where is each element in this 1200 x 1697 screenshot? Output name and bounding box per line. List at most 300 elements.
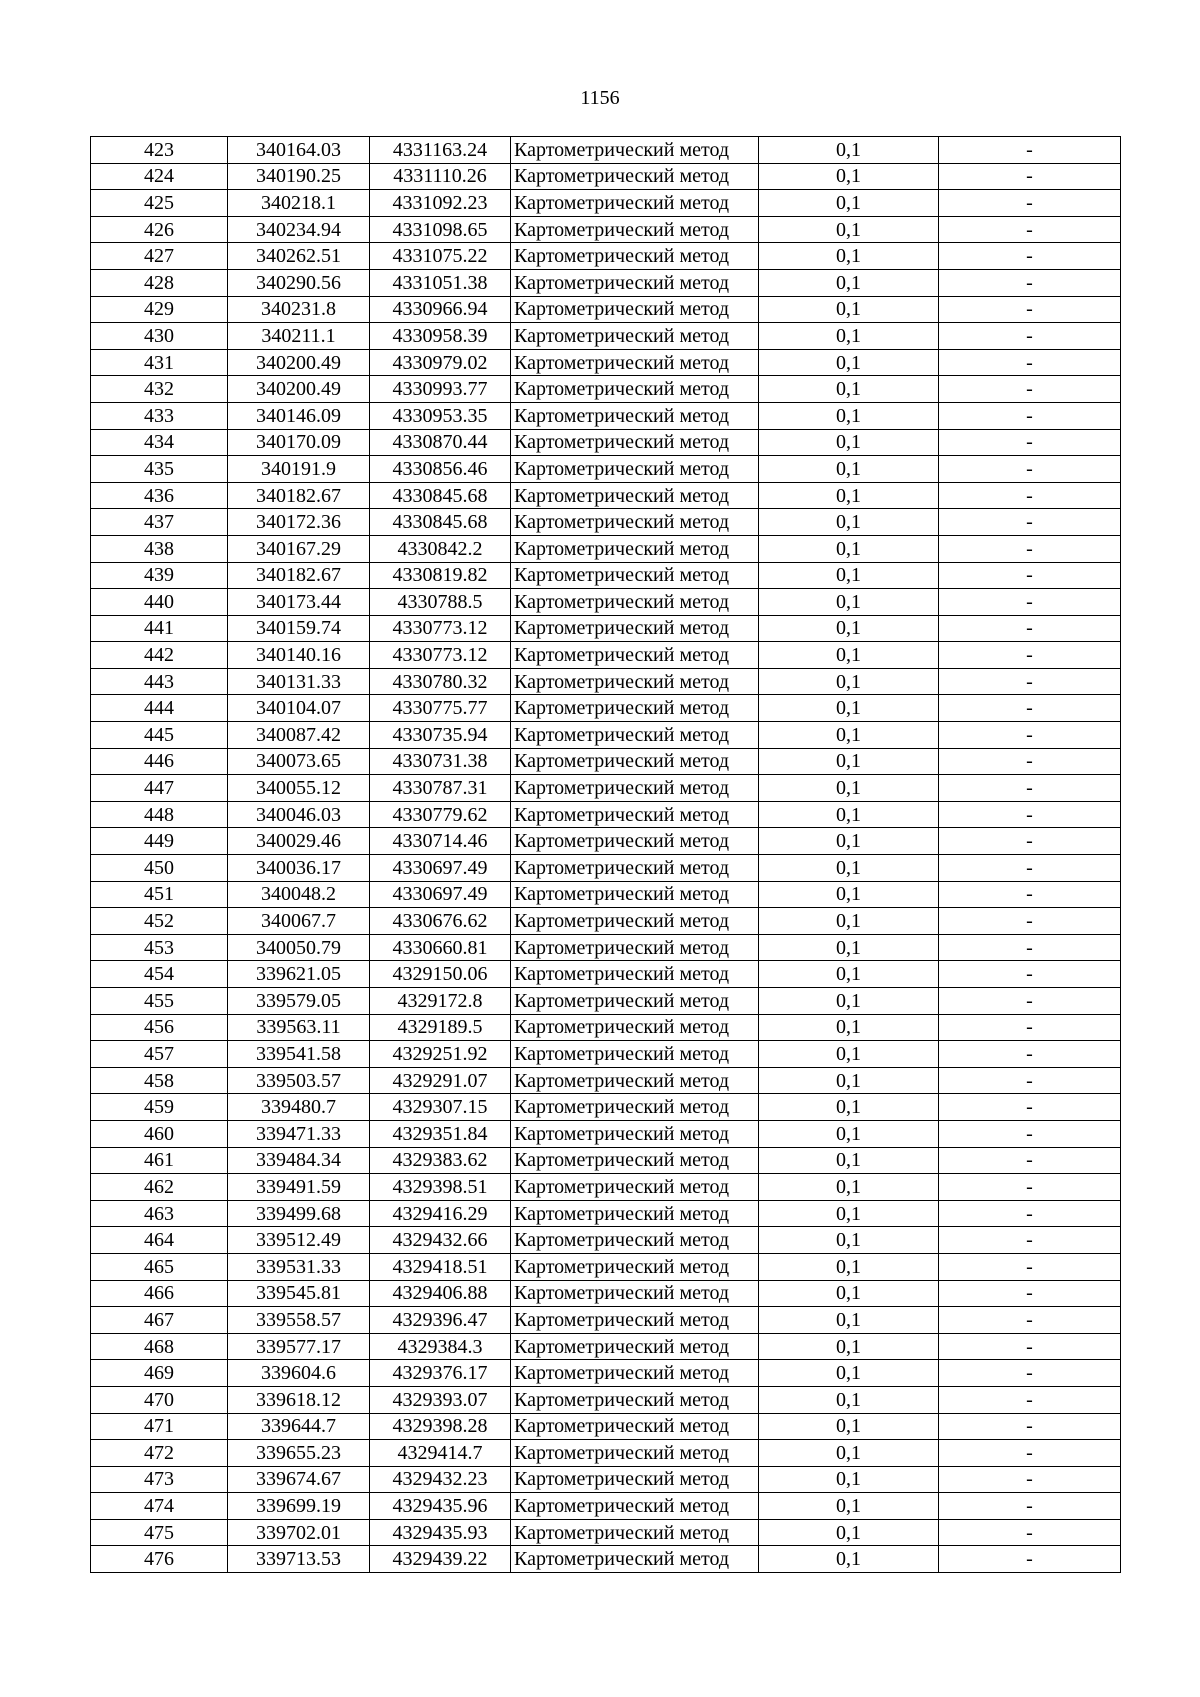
accuracy-cell: 0,1 [759, 1386, 939, 1413]
note-cell: - [939, 216, 1121, 243]
accuracy-cell: 0,1 [759, 855, 939, 882]
method-cell: Картометрический метод [511, 642, 759, 669]
method-cell: Картометрический метод [511, 323, 759, 350]
note-cell: - [939, 1440, 1121, 1467]
accuracy-cell: 0,1 [759, 668, 939, 695]
point-number-cell: 452 [91, 908, 228, 935]
note-cell: - [939, 190, 1121, 217]
x-coordinate-cell: 340036.17 [228, 855, 370, 882]
table-row [91, 695, 1121, 722]
table-row [91, 828, 1121, 855]
accuracy-cell: 0,1 [759, 1067, 939, 1094]
note-cell: - [939, 1493, 1121, 1520]
table-row [91, 1120, 1121, 1147]
method-cell: Картометрический метод [511, 1094, 759, 1121]
x-coordinate-cell: 340190.25 [228, 163, 370, 190]
table-row [91, 1466, 1121, 1493]
x-coordinate-cell: 340159.74 [228, 615, 370, 642]
point-number-cell: 460 [91, 1120, 228, 1147]
note-cell: - [939, 349, 1121, 376]
accuracy-cell: 0,1 [759, 190, 939, 217]
note-cell: - [939, 881, 1121, 908]
y-coordinate-cell: 4329307.15 [370, 1094, 511, 1121]
table-row [91, 509, 1121, 536]
y-coordinate-cell: 4329383.62 [370, 1147, 511, 1174]
accuracy-cell: 0,1 [759, 1014, 939, 1041]
x-coordinate-cell: 339699.19 [228, 1493, 370, 1520]
table-row [91, 296, 1121, 323]
accuracy-cell: 0,1 [759, 1519, 939, 1546]
x-coordinate-cell: 339713.53 [228, 1546, 370, 1573]
accuracy-cell: 0,1 [759, 589, 939, 616]
table-row [91, 1200, 1121, 1227]
table-row [91, 456, 1121, 483]
x-coordinate-cell: 339621.05 [228, 961, 370, 988]
note-cell: - [939, 1333, 1121, 1360]
y-coordinate-cell: 4330993.77 [370, 376, 511, 403]
accuracy-cell: 0,1 [759, 296, 939, 323]
note-cell: - [939, 1067, 1121, 1094]
method-cell: Картометрический метод [511, 668, 759, 695]
method-cell: Картометрический метод [511, 1253, 759, 1280]
point-number-cell: 454 [91, 961, 228, 988]
accuracy-cell: 0,1 [759, 376, 939, 403]
method-cell: Картометрический метод [511, 429, 759, 456]
table-row [91, 855, 1121, 882]
accuracy-cell: 0,1 [759, 1253, 939, 1280]
note-cell: - [939, 1147, 1121, 1174]
y-coordinate-cell: 4330966.94 [370, 296, 511, 323]
table-row [91, 722, 1121, 749]
x-coordinate-cell: 340146.09 [228, 402, 370, 429]
x-coordinate-cell: 339541.58 [228, 1041, 370, 1068]
point-number-cell: 474 [91, 1493, 228, 1520]
method-cell: Картометрический метод [511, 748, 759, 775]
table-row [91, 1041, 1121, 1068]
note-cell: - [939, 1041, 1121, 1068]
table-row [91, 615, 1121, 642]
x-coordinate-cell: 340191.9 [228, 456, 370, 483]
accuracy-cell: 0,1 [759, 801, 939, 828]
x-coordinate-cell: 340050.79 [228, 934, 370, 961]
accuracy-cell: 0,1 [759, 1493, 939, 1520]
note-cell: - [939, 1227, 1121, 1254]
point-number-cell: 459 [91, 1094, 228, 1121]
point-number-cell: 429 [91, 296, 228, 323]
accuracy-cell: 0,1 [759, 269, 939, 296]
accuracy-cell: 0,1 [759, 429, 939, 456]
x-coordinate-cell: 340173.44 [228, 589, 370, 616]
accuracy-cell: 0,1 [759, 349, 939, 376]
note-cell: - [939, 1120, 1121, 1147]
x-coordinate-cell: 339702.01 [228, 1519, 370, 1546]
x-coordinate-cell: 339545.81 [228, 1280, 370, 1307]
x-coordinate-cell: 339512.49 [228, 1227, 370, 1254]
method-cell: Картометрический метод [511, 988, 759, 1015]
point-number-cell: 438 [91, 535, 228, 562]
y-coordinate-cell: 4329435.93 [370, 1519, 511, 1546]
y-coordinate-cell: 4330819.82 [370, 562, 511, 589]
x-coordinate-cell: 340164.03 [228, 137, 370, 164]
y-coordinate-cell: 4330697.49 [370, 855, 511, 882]
x-coordinate-cell: 339484.34 [228, 1147, 370, 1174]
method-cell: Картометрический метод [511, 376, 759, 403]
x-coordinate-cell: 340231.8 [228, 296, 370, 323]
accuracy-cell: 0,1 [759, 695, 939, 722]
point-number-cell: 423 [91, 137, 228, 164]
method-cell: Картометрический метод [511, 615, 759, 642]
accuracy-cell: 0,1 [759, 881, 939, 908]
y-coordinate-cell: 4330773.12 [370, 642, 511, 669]
method-cell: Картометрический метод [511, 535, 759, 562]
point-number-cell: 473 [91, 1466, 228, 1493]
point-number-cell: 463 [91, 1200, 228, 1227]
method-cell: Картометрический метод [511, 855, 759, 882]
table-row [91, 562, 1121, 589]
table-row [91, 961, 1121, 988]
method-cell: Картометрический метод [511, 934, 759, 961]
note-cell: - [939, 1386, 1121, 1413]
y-coordinate-cell: 4330660.81 [370, 934, 511, 961]
note-cell: - [939, 934, 1121, 961]
y-coordinate-cell: 4330979.02 [370, 349, 511, 376]
note-cell: - [939, 1546, 1121, 1573]
accuracy-cell: 0,1 [759, 1200, 939, 1227]
point-number-cell: 434 [91, 429, 228, 456]
point-number-cell: 448 [91, 801, 228, 828]
note-cell: - [939, 775, 1121, 802]
y-coordinate-cell: 4330788.5 [370, 589, 511, 616]
table-row [91, 163, 1121, 190]
x-coordinate-cell: 340167.29 [228, 535, 370, 562]
table-row [91, 269, 1121, 296]
point-number-cell: 461 [91, 1147, 228, 1174]
y-coordinate-cell: 4329351.84 [370, 1120, 511, 1147]
note-cell: - [939, 668, 1121, 695]
point-number-cell: 462 [91, 1174, 228, 1201]
note-cell: - [939, 1174, 1121, 1201]
y-coordinate-cell: 4330780.32 [370, 668, 511, 695]
table-row [91, 535, 1121, 562]
point-number-cell: 447 [91, 775, 228, 802]
x-coordinate-cell: 340087.42 [228, 722, 370, 749]
point-number-cell: 465 [91, 1253, 228, 1280]
x-coordinate-cell: 339480.7 [228, 1094, 370, 1121]
note-cell: - [939, 748, 1121, 775]
point-number-cell: 470 [91, 1386, 228, 1413]
table-row [91, 908, 1121, 935]
y-coordinate-cell: 4329398.28 [370, 1413, 511, 1440]
accuracy-cell: 0,1 [759, 1546, 939, 1573]
method-cell: Картометрический метод [511, 1307, 759, 1334]
table-row [91, 190, 1121, 217]
point-number-cell: 453 [91, 934, 228, 961]
table-row [91, 1519, 1121, 1546]
method-cell: Картометрический метод [511, 1466, 759, 1493]
x-coordinate-cell: 339491.59 [228, 1174, 370, 1201]
method-cell: Картометрический метод [511, 562, 759, 589]
point-number-cell: 451 [91, 881, 228, 908]
x-coordinate-cell: 339577.17 [228, 1333, 370, 1360]
accuracy-cell: 0,1 [759, 1041, 939, 1068]
accuracy-cell: 0,1 [759, 1280, 939, 1307]
accuracy-cell: 0,1 [759, 748, 939, 775]
point-number-cell: 435 [91, 456, 228, 483]
point-number-cell: 471 [91, 1413, 228, 1440]
y-coordinate-cell: 4329393.07 [370, 1386, 511, 1413]
x-coordinate-cell: 339563.11 [228, 1014, 370, 1041]
table-row [91, 801, 1121, 828]
note-cell: - [939, 402, 1121, 429]
x-coordinate-cell: 339674.67 [228, 1466, 370, 1493]
accuracy-cell: 0,1 [759, 243, 939, 270]
x-coordinate-cell: 340211.1 [228, 323, 370, 350]
coordinates-table [90, 136, 1121, 1573]
y-coordinate-cell: 4329414.7 [370, 1440, 511, 1467]
method-cell: Картометрический метод [511, 349, 759, 376]
x-coordinate-cell: 340067.7 [228, 908, 370, 935]
method-cell: Картометрический метод [511, 908, 759, 935]
method-cell: Картометрический метод [511, 1440, 759, 1467]
y-coordinate-cell: 4329396.47 [370, 1307, 511, 1334]
accuracy-cell: 0,1 [759, 1094, 939, 1121]
note-cell: - [939, 163, 1121, 190]
note-cell: - [939, 1253, 1121, 1280]
note-cell: - [939, 429, 1121, 456]
y-coordinate-cell: 4329251.92 [370, 1041, 511, 1068]
method-cell: Картометрический метод [511, 296, 759, 323]
x-coordinate-cell: 339655.23 [228, 1440, 370, 1467]
point-number-cell: 467 [91, 1307, 228, 1334]
method-cell: Картометрический метод [511, 1120, 759, 1147]
y-coordinate-cell: 4330773.12 [370, 615, 511, 642]
accuracy-cell: 0,1 [759, 828, 939, 855]
x-coordinate-cell: 340131.33 [228, 668, 370, 695]
method-cell: Картометрический метод [511, 1041, 759, 1068]
note-cell: - [939, 908, 1121, 935]
point-number-cell: 431 [91, 349, 228, 376]
method-cell: Картометрический метод [511, 775, 759, 802]
accuracy-cell: 0,1 [759, 615, 939, 642]
table-row [91, 349, 1121, 376]
point-number-cell: 426 [91, 216, 228, 243]
note-cell: - [939, 615, 1121, 642]
note-cell: - [939, 855, 1121, 882]
y-coordinate-cell: 4330714.46 [370, 828, 511, 855]
accuracy-cell: 0,1 [759, 642, 939, 669]
point-number-cell: 456 [91, 1014, 228, 1041]
y-coordinate-cell: 4330731.38 [370, 748, 511, 775]
table-row [91, 137, 1121, 164]
accuracy-cell: 0,1 [759, 934, 939, 961]
note-cell: - [939, 801, 1121, 828]
method-cell: Картометрический метод [511, 695, 759, 722]
note-cell: - [939, 562, 1121, 589]
y-coordinate-cell: 4329439.22 [370, 1546, 511, 1573]
method-cell: Картометрический метод [511, 163, 759, 190]
x-coordinate-cell: 339531.33 [228, 1253, 370, 1280]
table-row [91, 1413, 1121, 1440]
table-row [91, 1546, 1121, 1573]
note-cell: - [939, 1094, 1121, 1121]
method-cell: Картометрический метод [511, 509, 759, 536]
accuracy-cell: 0,1 [759, 1120, 939, 1147]
accuracy-cell: 0,1 [759, 535, 939, 562]
x-coordinate-cell: 339558.57 [228, 1307, 370, 1334]
note-cell: - [939, 482, 1121, 509]
method-cell: Картометрический метод [511, 1014, 759, 1041]
page-number: 1156 [580, 87, 620, 109]
accuracy-cell: 0,1 [759, 988, 939, 1015]
x-coordinate-cell: 340182.67 [228, 562, 370, 589]
x-coordinate-cell: 339644.7 [228, 1413, 370, 1440]
table-row [91, 376, 1121, 403]
method-cell: Картометрический метод [511, 1493, 759, 1520]
note-cell: - [939, 1519, 1121, 1546]
table-row [91, 402, 1121, 429]
y-coordinate-cell: 4330856.46 [370, 456, 511, 483]
note-cell: - [939, 828, 1121, 855]
y-coordinate-cell: 4329416.29 [370, 1200, 511, 1227]
method-cell: Картометрический метод [511, 1067, 759, 1094]
accuracy-cell: 0,1 [759, 509, 939, 536]
point-number-cell: 440 [91, 589, 228, 616]
accuracy-cell: 0,1 [759, 1174, 939, 1201]
y-coordinate-cell: 4329384.3 [370, 1333, 511, 1360]
point-number-cell: 457 [91, 1041, 228, 1068]
x-coordinate-cell: 340172.36 [228, 509, 370, 536]
y-coordinate-cell: 4331098.65 [370, 216, 511, 243]
note-cell: - [939, 296, 1121, 323]
y-coordinate-cell: 4330845.68 [370, 482, 511, 509]
y-coordinate-cell: 4329150.06 [370, 961, 511, 988]
note-cell: - [939, 509, 1121, 536]
table-row [91, 482, 1121, 509]
y-coordinate-cell: 4329291.07 [370, 1067, 511, 1094]
y-coordinate-cell: 4330735.94 [370, 722, 511, 749]
point-number-cell: 424 [91, 163, 228, 190]
table-row [91, 1067, 1121, 1094]
table-row [91, 429, 1121, 456]
y-coordinate-cell: 4329172.8 [370, 988, 511, 1015]
method-cell: Картометрический метод [511, 1386, 759, 1413]
point-number-cell: 428 [91, 269, 228, 296]
table-row [91, 1307, 1121, 1334]
accuracy-cell: 0,1 [759, 216, 939, 243]
method-cell: Картометрический метод [511, 456, 759, 483]
point-number-cell: 449 [91, 828, 228, 855]
accuracy-cell: 0,1 [759, 722, 939, 749]
note-cell: - [939, 137, 1121, 164]
y-coordinate-cell: 4329189.5 [370, 1014, 511, 1041]
note-cell: - [939, 988, 1121, 1015]
y-coordinate-cell: 4331092.23 [370, 190, 511, 217]
point-number-cell: 469 [91, 1360, 228, 1387]
method-cell: Картометрический метод [511, 828, 759, 855]
method-cell: Картометрический метод [511, 1360, 759, 1387]
y-coordinate-cell: 4330842.2 [370, 535, 511, 562]
table-row [91, 216, 1121, 243]
method-cell: Картометрический метод [511, 137, 759, 164]
point-number-cell: 433 [91, 402, 228, 429]
accuracy-cell: 0,1 [759, 137, 939, 164]
point-number-cell: 464 [91, 1227, 228, 1254]
y-coordinate-cell: 4330697.49 [370, 881, 511, 908]
method-cell: Картометрический метод [511, 1280, 759, 1307]
table-row [91, 1280, 1121, 1307]
point-number-cell: 436 [91, 482, 228, 509]
table-row [91, 1360, 1121, 1387]
note-cell: - [939, 456, 1121, 483]
note-cell: - [939, 695, 1121, 722]
table-row [91, 589, 1121, 616]
point-number-cell: 432 [91, 376, 228, 403]
note-cell: - [939, 1466, 1121, 1493]
accuracy-cell: 0,1 [759, 323, 939, 350]
point-number-cell: 443 [91, 668, 228, 695]
point-number-cell: 427 [91, 243, 228, 270]
y-coordinate-cell: 4330953.35 [370, 402, 511, 429]
note-cell: - [939, 1413, 1121, 1440]
accuracy-cell: 0,1 [759, 1147, 939, 1174]
table-row [91, 748, 1121, 775]
y-coordinate-cell: 4330845.68 [370, 509, 511, 536]
point-number-cell: 472 [91, 1440, 228, 1467]
point-number-cell: 476 [91, 1546, 228, 1573]
table-row [91, 243, 1121, 270]
method-cell: Картометрический метод [511, 1413, 759, 1440]
accuracy-cell: 0,1 [759, 1413, 939, 1440]
y-coordinate-cell: 4331163.24 [370, 137, 511, 164]
point-number-cell: 468 [91, 1333, 228, 1360]
method-cell: Картометрический метод [511, 402, 759, 429]
x-coordinate-cell: 340029.46 [228, 828, 370, 855]
y-coordinate-cell: 4330958.39 [370, 323, 511, 350]
point-number-cell: 458 [91, 1067, 228, 1094]
point-number-cell: 446 [91, 748, 228, 775]
note-cell: - [939, 323, 1121, 350]
table-row [91, 881, 1121, 908]
note-cell: - [939, 1280, 1121, 1307]
x-coordinate-cell: 339499.68 [228, 1200, 370, 1227]
y-coordinate-cell: 4330775.77 [370, 695, 511, 722]
note-cell: - [939, 269, 1121, 296]
table-row [91, 1174, 1121, 1201]
x-coordinate-cell: 340055.12 [228, 775, 370, 802]
x-coordinate-cell: 339471.33 [228, 1120, 370, 1147]
x-coordinate-cell: 339604.6 [228, 1360, 370, 1387]
method-cell: Картометрический метод [511, 1546, 759, 1573]
accuracy-cell: 0,1 [759, 1333, 939, 1360]
accuracy-cell: 0,1 [759, 1440, 939, 1467]
x-coordinate-cell: 340182.67 [228, 482, 370, 509]
y-coordinate-cell: 4330676.62 [370, 908, 511, 935]
y-coordinate-cell: 4331075.22 [370, 243, 511, 270]
x-coordinate-cell: 340046.03 [228, 801, 370, 828]
accuracy-cell: 0,1 [759, 456, 939, 483]
accuracy-cell: 0,1 [759, 402, 939, 429]
x-coordinate-cell: 340262.51 [228, 243, 370, 270]
note-cell: - [939, 1360, 1121, 1387]
x-coordinate-cell: 340200.49 [228, 349, 370, 376]
accuracy-cell: 0,1 [759, 1360, 939, 1387]
y-coordinate-cell: 4331110.26 [370, 163, 511, 190]
table-row [91, 668, 1121, 695]
accuracy-cell: 0,1 [759, 1466, 939, 1493]
y-coordinate-cell: 4331051.38 [370, 269, 511, 296]
note-cell: - [939, 642, 1121, 669]
point-number-cell: 444 [91, 695, 228, 722]
